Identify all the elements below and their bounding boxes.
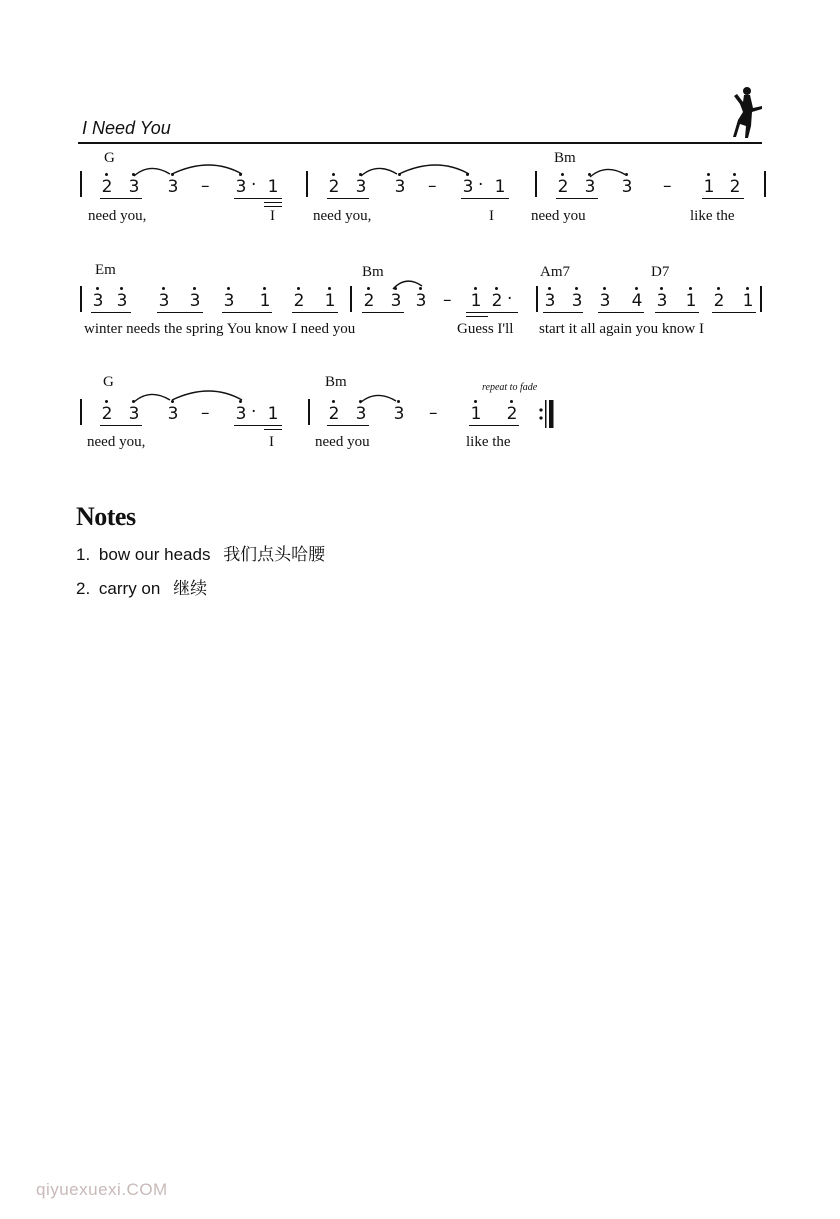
note: 3 — [127, 404, 141, 424]
beam — [234, 425, 282, 426]
beam — [702, 198, 744, 199]
note: 2 — [100, 404, 114, 424]
lyric: Guess I'll — [457, 321, 514, 337]
chord-label: Bm — [362, 264, 384, 280]
note: 3 — [598, 291, 612, 311]
note: 2 — [327, 404, 341, 424]
repeat-end-barline — [538, 400, 556, 428]
note: 3 — [655, 291, 669, 311]
note: 3 — [354, 177, 368, 197]
beam — [466, 312, 488, 313]
note: 2 — [490, 291, 504, 311]
note-number: 2. — [76, 579, 91, 598]
bar-line — [80, 286, 82, 312]
chord-label: Am7 — [540, 264, 570, 280]
bar-line — [306, 171, 308, 197]
note: 1 — [258, 291, 272, 311]
watermark: qiyuexuexi.COM — [36, 1180, 168, 1199]
note-translation: 我们点头哈腰 — [223, 545, 326, 564]
tie — [130, 160, 270, 180]
note-item — [76, 574, 207, 599]
lyric: like the — [466, 434, 511, 450]
lyric: I — [269, 434, 274, 450]
repeat-to-fade-marking: repeat to fade — [482, 382, 538, 393]
beam — [292, 312, 338, 313]
lyric: need you, — [313, 208, 372, 224]
note: 1 — [684, 291, 698, 311]
beam — [234, 198, 282, 199]
note: 1 — [469, 404, 483, 424]
beam — [461, 198, 509, 199]
note: 3 — [234, 177, 248, 197]
beam — [157, 312, 203, 313]
note: 3 — [583, 177, 597, 197]
note: 3 — [620, 177, 634, 197]
beam — [488, 312, 518, 313]
chord-label: G — [103, 374, 114, 390]
note: 3 — [91, 291, 105, 311]
bar-line — [764, 171, 766, 197]
note: 2 — [505, 404, 519, 424]
note: 1 — [494, 177, 506, 197]
beam — [327, 425, 369, 426]
beam — [222, 312, 272, 313]
note: 1 — [469, 291, 483, 311]
beam — [712, 312, 756, 313]
beam — [100, 425, 142, 426]
bar-line — [308, 399, 310, 425]
lyric: start it all again you know I — [539, 321, 704, 337]
note: 3 — [115, 291, 129, 311]
note: 2 — [728, 177, 742, 197]
lyric: winter needs the spring You know I need you — [84, 321, 356, 337]
lyric: I — [489, 208, 494, 224]
chord-label: Bm — [325, 374, 347, 390]
augmentation-dot: · — [507, 289, 513, 309]
bar-line — [536, 286, 538, 312]
header-rule — [78, 142, 762, 144]
note: 2 — [327, 177, 341, 197]
beam — [543, 312, 583, 313]
note: 2 — [556, 177, 570, 197]
beam — [100, 198, 142, 199]
augmentation-dot: · — [251, 175, 257, 195]
beam — [264, 202, 282, 203]
bar-line — [760, 286, 762, 312]
beam — [469, 425, 519, 426]
note: 3 — [392, 404, 406, 424]
note: 2 — [292, 291, 306, 311]
note: 1 — [267, 177, 279, 197]
note: 2 — [100, 177, 114, 197]
dash: – — [663, 176, 672, 196]
tie — [130, 386, 270, 406]
note: 3 — [393, 177, 407, 197]
augmentation-dot: · — [478, 175, 484, 195]
note: 1 — [702, 177, 716, 197]
note-translation: 继续 — [173, 579, 208, 598]
note: 3 — [354, 404, 368, 424]
tie — [357, 160, 497, 180]
note: 3 — [414, 291, 428, 311]
page-title: I Need You — [82, 118, 171, 138]
note: 3 — [188, 291, 202, 311]
note: 3 — [234, 404, 248, 424]
dash: – — [201, 403, 210, 423]
note: 3 — [127, 177, 141, 197]
note: 3 — [461, 177, 475, 197]
note: 3 — [166, 177, 180, 197]
beam — [327, 198, 369, 199]
note: 3 — [543, 291, 557, 311]
note: 4 — [630, 291, 644, 311]
note: 3 — [570, 291, 584, 311]
bar-line — [535, 171, 537, 197]
chord-label: Bm — [554, 150, 576, 166]
note: 2 — [712, 291, 726, 311]
lyric: need you, — [88, 208, 147, 224]
chord-label: Em — [95, 262, 116, 278]
dancer-logo — [730, 82, 764, 140]
note-item — [76, 540, 325, 565]
bar-line — [350, 286, 352, 312]
note-phrase: carry on — [98, 579, 161, 598]
dash: – — [429, 403, 438, 423]
beam — [598, 312, 644, 313]
tie — [586, 162, 636, 180]
beam — [655, 312, 699, 313]
beam — [466, 316, 488, 317]
note: 1 — [741, 291, 755, 311]
note-number: 1. — [76, 545, 91, 564]
note: 3 — [222, 291, 236, 311]
notes-heading: Notes — [76, 502, 136, 531]
tie — [390, 274, 430, 292]
note: 2 — [362, 291, 376, 311]
chord-label: D7 — [651, 264, 670, 280]
note: 1 — [323, 291, 337, 311]
beam — [556, 198, 598, 199]
dash: – — [201, 176, 210, 196]
note: 3 — [389, 291, 403, 311]
beam — [264, 429, 282, 430]
tie — [356, 388, 406, 406]
beam — [91, 312, 131, 313]
note: 1 — [267, 404, 279, 424]
lyric: need you, — [87, 434, 146, 450]
lyric: need you — [315, 434, 370, 450]
note: 3 — [157, 291, 171, 311]
chord-label: G — [104, 150, 115, 166]
note-phrase: bow our heads — [98, 545, 211, 564]
augmentation-dot: · — [251, 402, 257, 422]
note: 3 — [166, 404, 180, 424]
lyric: like the — [690, 208, 735, 224]
dash: – — [443, 290, 452, 310]
bar-line — [80, 171, 82, 197]
bar-line — [80, 399, 82, 425]
lyric: need you — [531, 208, 586, 224]
beam — [362, 312, 404, 313]
lyric: I — [270, 208, 275, 224]
dash: – — [428, 176, 437, 196]
